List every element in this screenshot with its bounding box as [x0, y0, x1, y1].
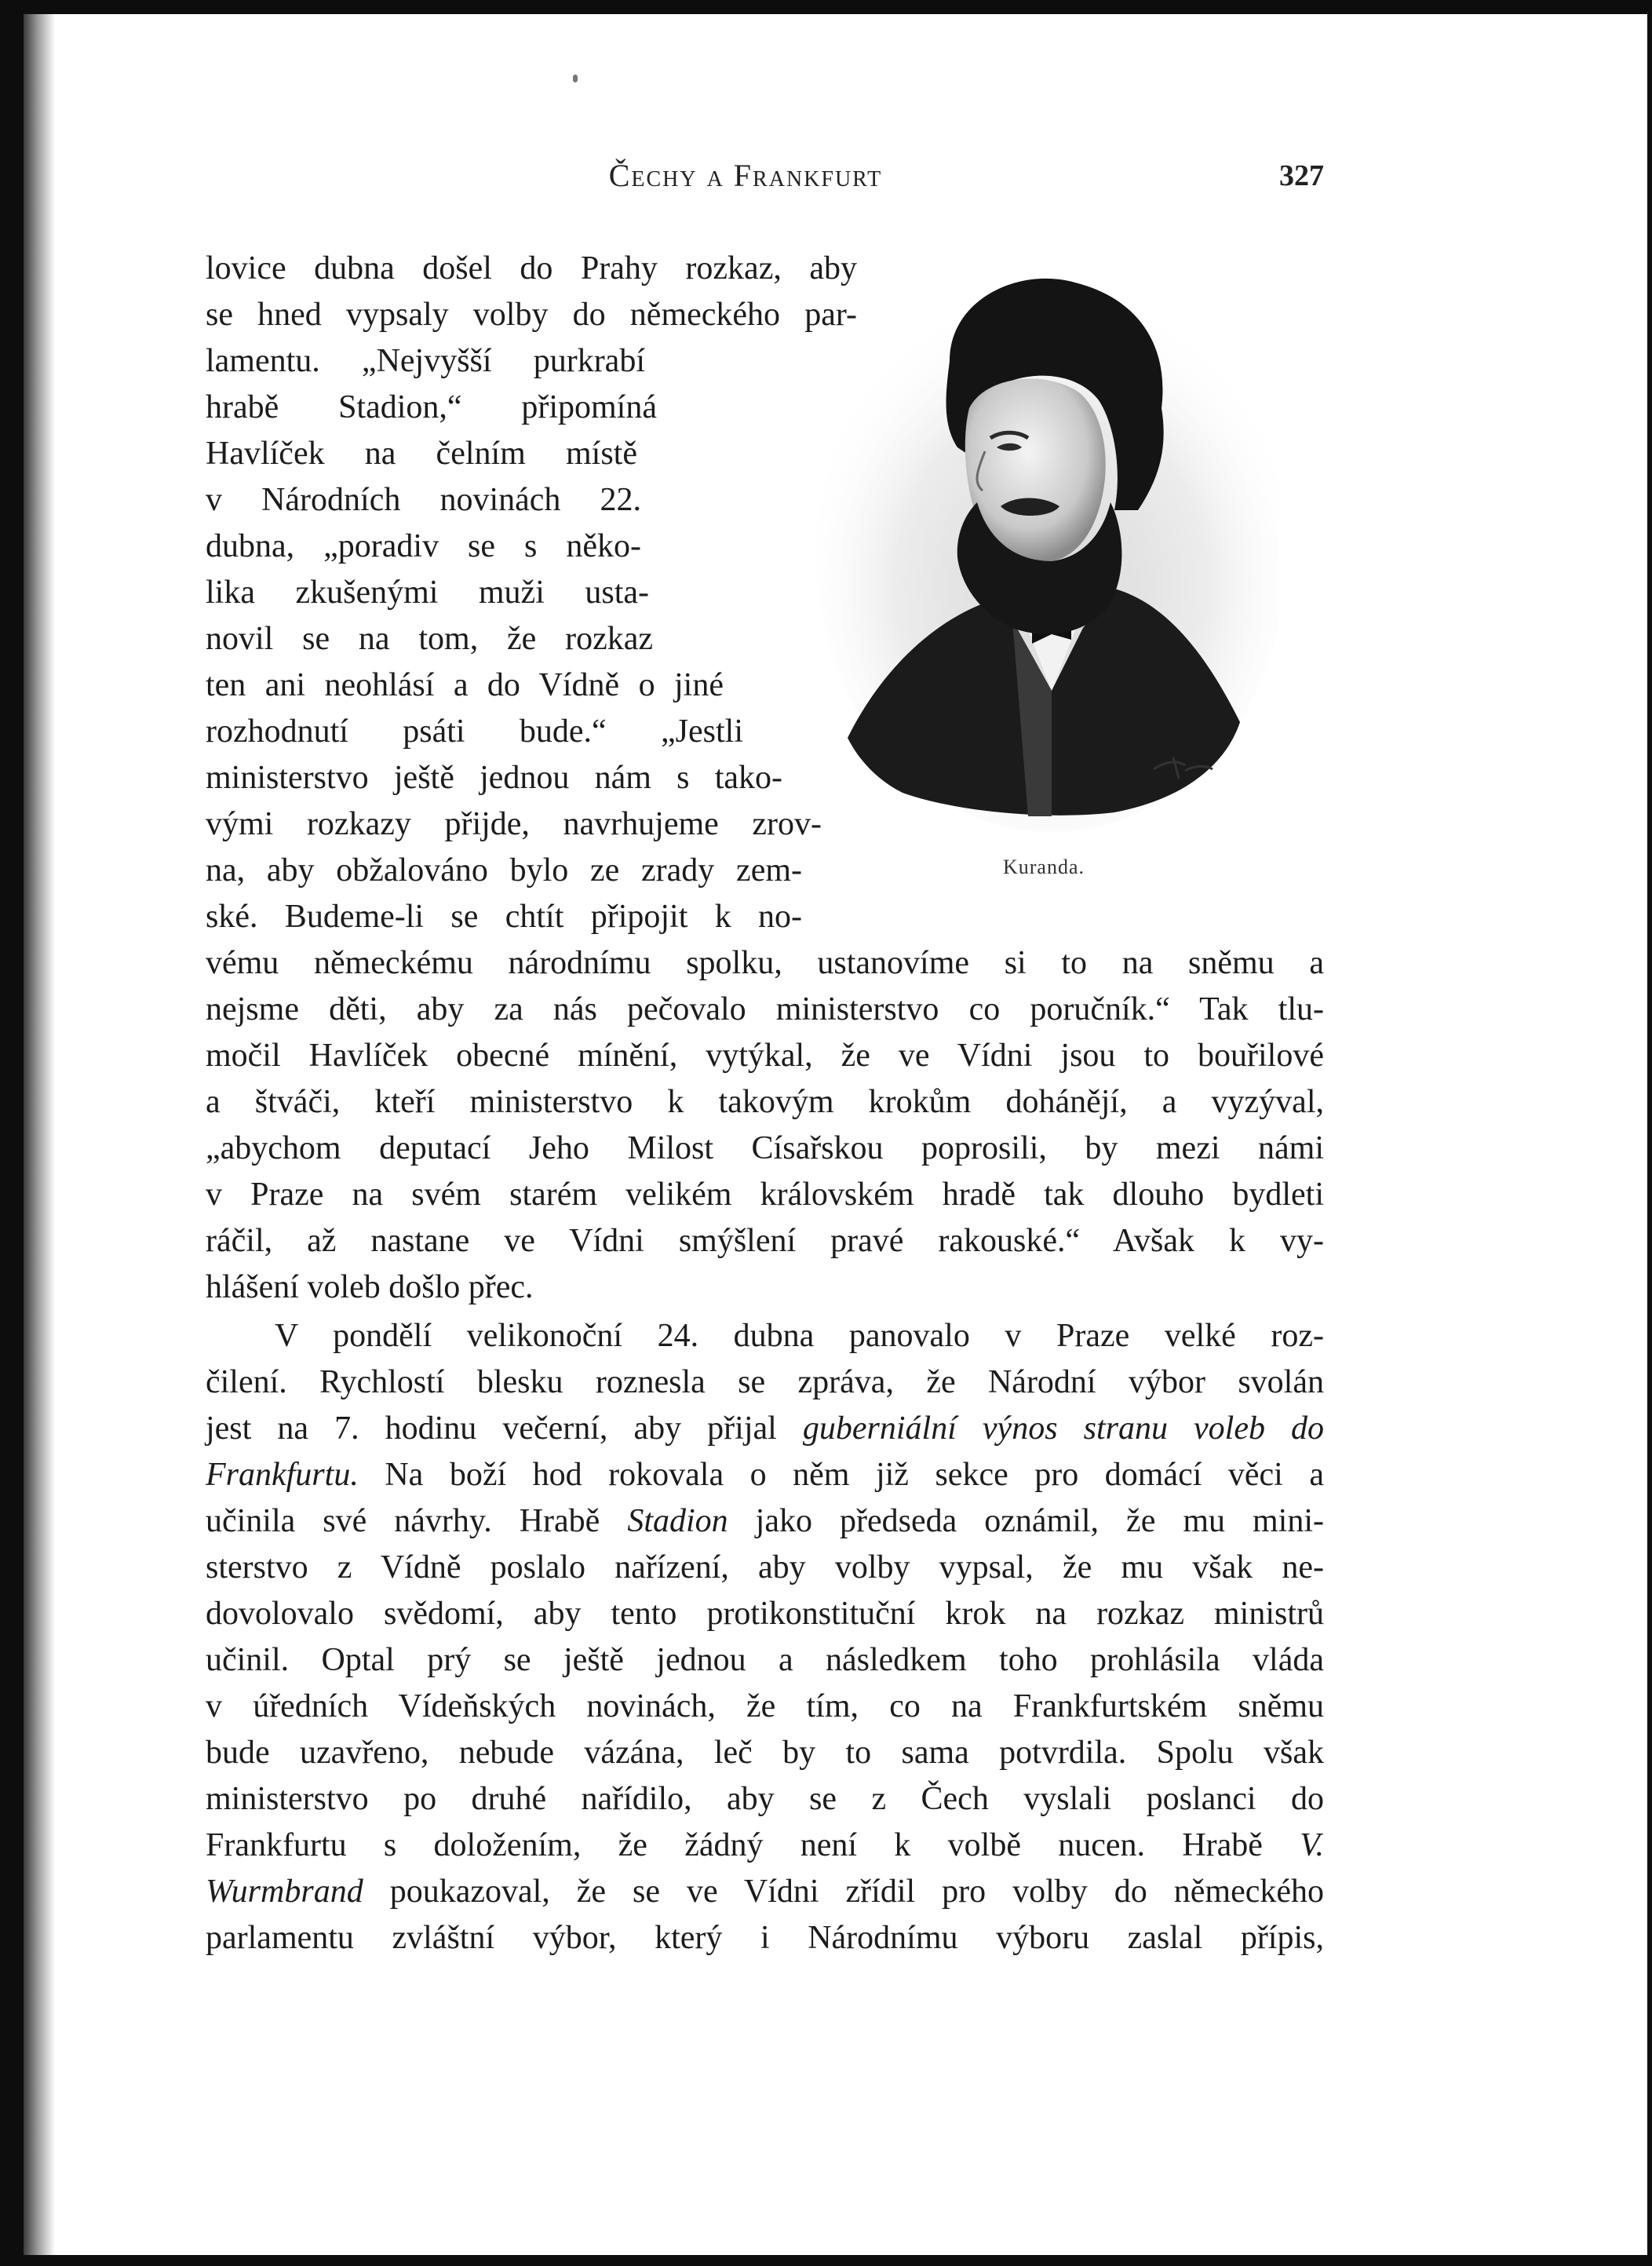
text-run: Na boží hod rokovala o něm již sekce pro domácí věci a — [385, 1457, 1324, 1493]
portrait-illustration — [816, 251, 1279, 832]
text-line: učinil. Optal prý se ještě jednou a následkem toho prohlásila vláda — [206, 1642, 1324, 1678]
text-line: lika zkušenými muži usta- — [206, 575, 649, 611]
text-run: Frankfurtu s doložením, že žádný není k volbě nucen. Hrabě — [206, 1827, 1263, 1863]
text-line: ten ani neohlásí a do Vídně o jiné — [206, 667, 724, 703]
text-line: ministerstvo ještě jednou nám s tako- — [206, 760, 782, 796]
text-line: V pondělí velikonoční 24. dubna panovalo v Praze velké roz- — [275, 1318, 1324, 1354]
text-line — [206, 1454, 1324, 1495]
text-line: na, aby obžalováno bylo ze zrady zem- — [206, 852, 802, 889]
page-number: 327 — [1279, 159, 1324, 192]
scan-border-bottom — [0, 2255, 1652, 2266]
text-line: ministerstvo po druhé nařídilo, aby se z Čech vyslali poslanci do — [206, 1781, 1324, 1817]
text-line: ské. Budeme-li se chtít připojit k no- — [206, 899, 802, 935]
text-run: poukazoval, že se ve Vídni zřídil pro volby do německého — [389, 1874, 1324, 1910]
text-line: ráčil, až nastane ve Vídni smýšlení pravé rakouské.“ Avšak k vy- — [206, 1223, 1324, 1259]
scan-border-shadow — [24, 14, 55, 2266]
text-line: v Národních novinách 22. — [206, 482, 641, 518]
scan-border-top — [0, 0, 1652, 14]
text-line: „abychom deputací Jeho Milost Císařskou poprosili, by mezi námi — [206, 1130, 1324, 1166]
emphasis-text: Frankfurtu. — [206, 1457, 359, 1493]
text-line: v Praze na svém starém velikém královském hradě tak dlouho bydleti — [206, 1177, 1324, 1213]
text-line — [206, 1825, 1324, 1866]
text-line: parlamentu zvláštní výbor, který i Národnímu výboru zaslal přípis, — [206, 1920, 1324, 1956]
text-line: močil Havlíček obecné mínění, vytýkal, že ve Vídni jsou to bouřilové — [206, 1038, 1324, 1074]
text-line — [206, 1408, 1324, 1449]
text-line: vými rozkazy přijde, navrhujeme zrov- — [206, 806, 822, 842]
scan-speck — [573, 75, 578, 82]
text-line: bude uzavřeno, nebude vázána, leč by to sama potvrdila. Spolu však — [206, 1735, 1324, 1771]
text-line: lamentu. „Nejvyšší purkrabí — [206, 343, 645, 379]
emphasis-text: guberniální výnos stranu voleb do — [802, 1410, 1325, 1447]
scan-border-right — [1647, 0, 1652, 2266]
text-run: jest na 7. hodinu večerní, aby přijal — [206, 1410, 777, 1447]
text-line — [206, 1501, 1324, 1542]
text-line: Havlíček na čelním místě — [206, 436, 637, 472]
running-head — [0, 157, 1652, 204]
emphasis-text: Stadion — [627, 1503, 728, 1539]
text-line: v úředních Vídeňských novinách, že tím, co na Frankfurtském sněmu — [206, 1688, 1324, 1724]
text-line: sterstvo z Vídně poslalo nařízení, aby volby vypsal, že mu však ne- — [206, 1549, 1324, 1585]
text-line: novil se na tom, že rozkaz — [206, 621, 653, 657]
text-line: čilení. Rychlostí blesku roznesla se zpráva, že Národní výbor svolán — [206, 1364, 1324, 1400]
text-line: nejsme děti, aby za nás pečovalo ministerstvo co poručník.“ Tak tlu- — [206, 991, 1324, 1027]
text-line: hlášení voleb došlo přec. — [206, 1269, 534, 1305]
text-line: a štváči, kteří ministerstvo k takovým krokům dohánějí, a vyzýval, — [206, 1084, 1324, 1120]
text-line: hrabě Stadion,“ připomíná — [206, 389, 657, 425]
text-line: dubna, „poradiv se s něko- — [206, 528, 641, 564]
emphasis-text: V. — [1300, 1827, 1324, 1863]
text-run: učinila své návrhy. Hrabě — [206, 1503, 600, 1539]
text-run: jako předseda oznámil, že mu mini- — [755, 1503, 1325, 1539]
text-line: lovice dubna došel do Prahy rozkaz, aby — [206, 250, 857, 286]
text-line: dovolovalo svědomí, aby tento protikonstituční krok na rozkaz ministrů — [206, 1596, 1324, 1632]
text-line: se hned vypsaly volby do německého par- — [206, 297, 857, 333]
text-line: rozhodnutí psáti bude.“ „Jestli — [206, 713, 743, 750]
scan-border-left — [0, 0, 24, 2266]
emphasis-text: Wurmbrand — [206, 1874, 363, 1910]
running-head-title: Čechy a Frankfurt — [608, 158, 883, 193]
text-line: vému německému národnímu spolku, ustanovíme si to na sněmu a — [206, 945, 1324, 981]
portrait-caption: Kuranda. — [1002, 856, 1085, 878]
text-line — [206, 1871, 1324, 1912]
